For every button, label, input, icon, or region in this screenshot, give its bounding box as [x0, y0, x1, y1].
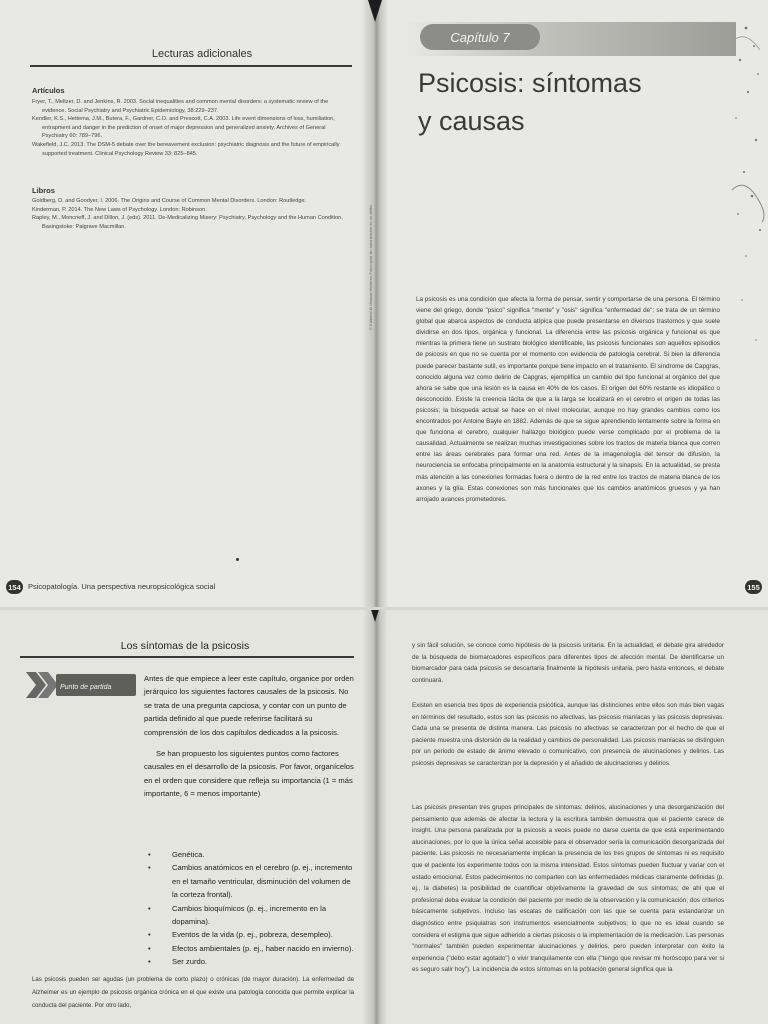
section-header: Lecturas adicionales [151, 48, 253, 60]
body-paragraph: y sin fácil solución, se conoce como hipótesis de la psicosis unitaria. En la actualidad, el debate gira alrededor de la búsqueda de biomarcadores específicos para diferentes tipos de afección mental. De identificarse un biomarcador para cada psicosis se descartaría finalmente la hipótesis unitaria, pero hasta entonces, el debate continuará. [412, 642, 724, 684]
reference-item: Kendler, K.S., Hettema, J.M., Butera, F., Gardner, C.O. and Prescott, C.A. 2003. Life event dimensions of loss, humiliation, entrapment and danger in the prediction of onset of major depression and generalized anxiety. Archives of General Psychiatry 60: 789–796. [32, 116, 335, 140]
bookmark-ribbon-icon [368, 0, 382, 22]
list-item: • Cambios anatómicos en el cerebro (p. ej., incremento en el tamaño ventricular, disminución del volumen de la corteza frontal). [148, 861, 354, 901]
list-item: • Genética. [148, 848, 354, 861]
books-heading: Libros [32, 186, 55, 195]
page-number-left: 154 [6, 580, 23, 594]
list-item: • Ser zurdo. [148, 955, 354, 968]
page-number-right: 155 [745, 580, 762, 594]
chapter-title [418, 64, 718, 140]
reference-item: Fryer, T., Meltzer, D. and Jenkins, R. 2003. Social inequalities and common mental disorders: a systematic review of the evidence. Social Psychiatry and Psychiatric Epidemiology, 38:229–237. [32, 99, 329, 114]
list-item: • Cambios bioquímicos (p. ej., incremento en la dopamina). [148, 902, 354, 929]
section-rule [20, 656, 354, 658]
reference-item: Goldberg, D. and Goodyer, I. 2006. The Origins and Course of Common Mental Disorders. London: Routledge. [32, 198, 307, 204]
chapter-label: Capítulo 7 [420, 24, 540, 50]
chapter-title-line1: Psicosis: síntomas [418, 68, 642, 98]
reference-item: Wakefield, J.C. 2013. The DSM-5 debate over the bereavement exclusion: psychiatric diagnosis and the future of empirically supported treatment. Clinical Psychology Review 33: 825–845. [32, 141, 340, 157]
running-footer: Psicopatología. Una perspectiva neuropsicológica social [28, 582, 216, 591]
body-paragraph: Existen en esencia tres tipos de experiencia psicótica, aunque las distinciones entre ellos son más bien vagas en términos del resultado, estos son las psicosis no afectivas, las psicosis maníacas y las psicosis depresivas. Cada una se presenta de distinta manera. Las psicosis no afectivas se caracterizan por el hecho de que el paciente muestra una distorsión de la realidad y cambios de personalidad. Las psicosis maníacas se distinguen por un periodo de estado de ánimo elevado o comunicativo, con presencia de alucinaciones y delirios. Las psicosis depresivas se caracterizan por la depresión y el añadido de alucinaciones y delirios. [412, 702, 724, 767]
book-gutter [362, 610, 388, 1024]
decorative-speckle-icon [726, 0, 768, 607]
book-gutter [362, 0, 388, 607]
copyright-spine-note: © Editorial El Manual Moderno Fotocopiar sin autorización es un delito [368, 205, 373, 330]
reference-item: Rapley, M., Moncrieff, J. and Dillon, J. (eds). 2011. De-Medicalizing Misery: Psychiatry, Psychology and the Human Condition. Basingstoke: Palgrave Macmillan. [32, 215, 343, 230]
chapter-title-line2: y causas [418, 106, 525, 136]
exercise-paragraph: Antes de que empiece a leer este capítulo, organice por orden jerárquico los siguientes factores causales de la psicosis. No se trata de una pregunta capciosa, y contar con un punto de partida definido al que puede referirse facilitará su comprensión de los dos capítulos dedicados a la psicosis. [144, 674, 354, 737]
articles-list [32, 98, 350, 158]
reference-item: Kinderman, P. 2014. The New Laws of Psychology. London: Robinson. [32, 206, 207, 213]
section-title: Los síntomas de la psicosis [120, 640, 250, 652]
list-item: • Eventos de la vida (p. ej., pobreza, desempleo). [148, 928, 354, 941]
body-paragraph: Las psicosis presentan tres grupos principales de síntomas: delirios, alucinaciones y una desorganización del pensamiento que además de afectar la lectura y la escritura también demuestra que el paciente carece de insight. Una persona paralizada por la psicosis a veces puede no darse cuenta de que está experimentando alucinaciones, por lo que la única señal accesible para el observador sería la comunicación desorganizada del paciente. Las psicosis no necesariamente implican la presencia de los tres grupos de síntomas ni es requisito que el paciente los experimente todos con la misma intensidad. Estos síntomas pueden fluctuar y variar con el estado emocional. Estos padecimientos no comparten con las enfermedades médicas claramente definidas (p. ej., la diabetes) la posibilidad de cuantificar objetivamente la gravedad de sus síntomas; de ahí que el profesional deba evaluar la condición del paciente por medio de la observación y la comunicación; dos criterios básicamente subjetivos. Incluso las escalas de calificación con las que se cuenta para estandarizar un diagnóstico entre psiquiatras son instrumentos esencialmente subjetivos; lo que no es ideal cuando se considera el estigma que sigue adherido a ciertas psicosis o la implementación de la medicación. Las personas "normales" también pueden experimentar alucinaciones y delirios, pero pueden interpretar con éxito la experiencia ("debo estar agotado") o vivir tranquilamente con ella ("tengo que revisar mi horóscopo para ver si es seguro salir hoy"). La incidencia de estos síntomas en la población general significa que la [412, 804, 724, 974]
exercise-intro [144, 672, 356, 809]
scan-speck [236, 558, 239, 561]
body-paragraph: Las psicosis pueden ser agudas (un problema de corto plazo) o crónicas (de mayor duración). La enfermedad de Alzheimer es un ejemplo de psicosis orgánica crónica en el que existe una patología conocida que permite explicar la conducta del paciente. Por otro lado, [32, 976, 354, 1009]
causal-factors-list [148, 848, 354, 969]
exercise-paragraph: Se han propuesto los siguientes puntos como factores causales en el desarrollo de la psicosis. Por favor, organícelos en el orden que considere que refleja su importancia (1 = más importante, 6 = menos importante) [144, 749, 354, 799]
bookmark-ribbon-icon [368, 610, 382, 622]
list-item: • Efectos ambientales (p. ej., haber nacido en invierno). [148, 942, 354, 955]
articles-heading: Artículos [32, 86, 65, 95]
header-rule [30, 65, 352, 67]
starting-point-label: Punto de partida [60, 684, 112, 691]
chapter-intro-text: La psicosis es una condición que afecta la forma de pensar, sentir y comportarse de una persona. El término viene del griego, donde "psico" significa "mente" y "osis" significa "enfermedad de"; se trata de un término global que abarca aspectos de conducta atípica que puede presentarse en diversos trastornos y que suele dividirse en dos tipos, orgánica y funcional. La diferencia entre las psicosis orgánica y funcional es que mientras la primera tiene un sustrato biológico identificable, las psicosis funcionales son aquellos episodios de psicosis en que no se cuenta por el momento con evidencia de patología cerebral. Si bien la diferencia puede parecer bastante sutil, es importante porque tiene impacto en el tratamiento. El síndrome de Capgras, conocido alguna vez como delirio de Capgras, ejemplifica un cambio del tipo funcional al orgánico del que ahora se sabe que una lesión es la causa en 40% de los casos. El origen del 60% restante es idiopático o desconocido. Existe la creencia tácita de que a la larga se localizará en el cerebro el origen de todas las psicosis; la búsqueda actual se hace en el nivel molecular, aunque no hay grandes cambios como los encontrados por Antoine Bayle en 1882. Además de que se sigue aprendiendo lentamente sobre la forma en que funciona el cerebro, cualquier hallazgo biológico puede verse complicado por el problema de la causalidad. Actualmente se realizan muchas investigaciones sobre los tractos de materia blanca que corren entre las áreas cerebrales para formar una red. Antes de la imagenología del tensor de difusión, la neurociencia se enfocaba principalmente en la anatomía estructural y la sinapsis. En la actualidad, se presta más atención a las conexiones formadas fuera o dentro de la red entre los tractos de materia blanca de los axones y la glía. Estas conexiones son más funcionales que los cambios anatómicos gruesos y ya han arrojado avances prometedores. [416, 296, 720, 503]
books-list [32, 197, 350, 231]
